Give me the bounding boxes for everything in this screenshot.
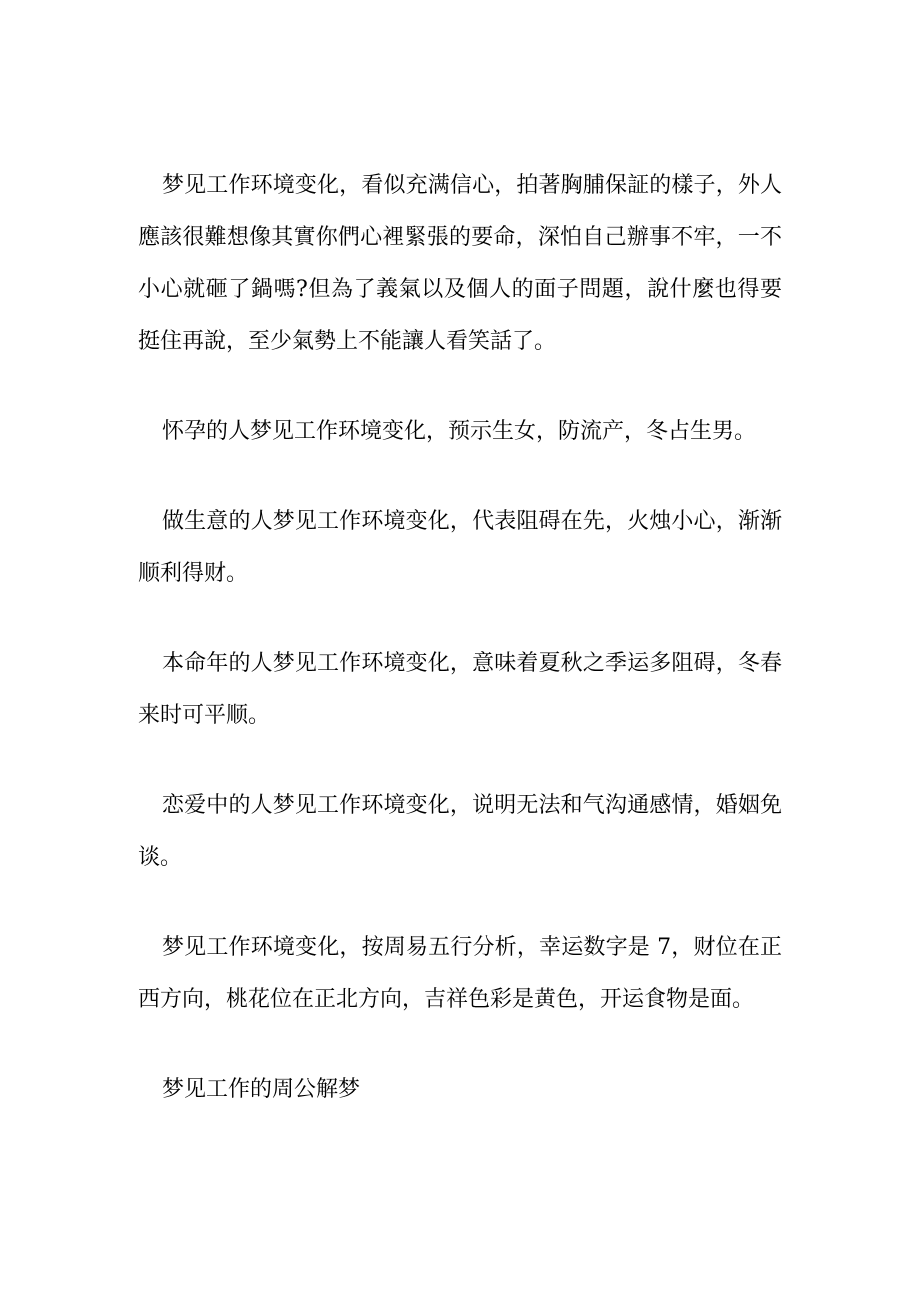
paragraph-birth-year: 本命年的人梦见工作环境变化，意味着夏秋之季运多阻碍，冬春来时可平顺。 bbox=[138, 651, 782, 728]
paragraph-in-love: 恋爱中的人梦见工作环境变化，说明无法和气沟通感情，婚姻免谈。 bbox=[138, 793, 782, 870]
paragraph-business: 做生意的人梦见工作环境变化，代表阻碍在先，火烛小心，渐渐顺利得财。 bbox=[138, 509, 782, 586]
paragraph-intro: 梦见工作环境变化，看似充满信心，拍著胸脯保証的樣子，外人應該很難想像其實你們心裡緊張的要命，深怕自己辦事不牢，一不小心就砸了鍋嗎?但為了義氣以及個人的面子問題，說什麼也得要挺住再說，至少氣勢上不能讓人看笑話了。 bbox=[138, 173, 782, 354]
section-heading: 梦见工作的周公解梦 bbox=[162, 1077, 361, 1102]
paragraph-pregnant: 怀孕的人梦见工作环境变化，预示生女，防流产，冬占生男。 bbox=[162, 419, 757, 444]
paragraph-five-elements: 梦见工作环境变化，按周易五行分析，幸运数字是 7，财位在正西方向，桃花位在正北方向，吉祥色彩是黄色，开运食物是面。 bbox=[138, 935, 782, 1012]
document-body bbox=[138, 160, 782, 1116]
